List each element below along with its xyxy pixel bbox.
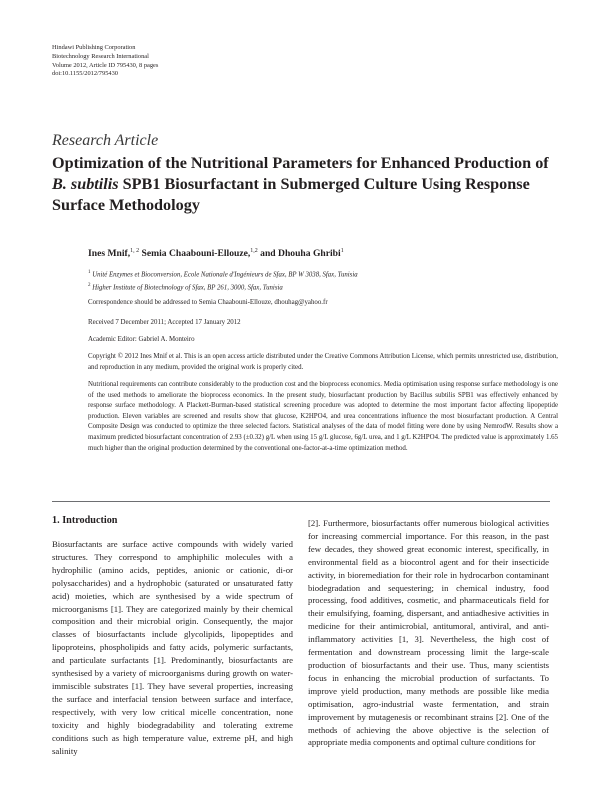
- volume-info: Volume 2012, Article ID 795430, 8 pages: [52, 61, 159, 69]
- author-2-affiliation: 1,2: [250, 248, 258, 254]
- received-accepted-dates: Received 7 December 2011; Accepted 17 January 2012: [88, 319, 241, 326]
- affiliation-2-number: 2: [88, 282, 91, 288]
- author-2: Semia Chaabouni-Ellouze,: [139, 248, 251, 260]
- abstract: Nutritional requirements can contribute considerably to the production cost and the bioprocess economics. Media optimisation using response surface methodology is one of the used methods to ameliorate the bioprocess economics. In the present study, biosurfactant production by Bacillus subtilis SPB1 was effectively enhanced by response surface methodology. A Plackett-Burman-based statistical screening procedure was adopted to determine the most important factor affecting lipopeptide production. Eleven variables are screened and results show that glucose, K2HPO4, and urea concentrations influence the most biosurfactant production. A Central Composite Design was conducted to optimize the three selected factors. Statistical analyses of the data of model fitting were done by using NemrodW. Results show a maximum predicted biosurfactant concentration of 2.93 (±0.32) g/L when using 15 g/L glucose, 6g/L urea, and 1 g/L K2HPO4. The predicted value is approximately 1.65 much higher than the original production determined by the conventional one-factor-at-a-time optimization method.: [88, 381, 558, 452]
- affiliation-2: [88, 281, 358, 294]
- author-1: Ines Mnif,: [88, 248, 131, 260]
- affiliation-1: [88, 268, 358, 281]
- section-divider: [52, 501, 550, 502]
- article-type: Research Article: [52, 132, 159, 149]
- publisher-name: Hindawi Publishing Corporation: [52, 44, 136, 51]
- article-title: [52, 153, 552, 216]
- left-column: [52, 538, 293, 757]
- title-part-2: SPB1 Biosurfactant in Submerged Culture Using Response Surface Methodology: [52, 175, 530, 214]
- author-list: [88, 248, 344, 259]
- affiliation-1-number: 1: [88, 270, 91, 275]
- academic-editor: Academic Editor: Gabriel A. Monteiro: [88, 336, 195, 343]
- affiliation-2-text: Higher Institute of Biotechnology of Sfax, BP 261, 3000, Sfax, Tunisia: [90, 284, 283, 292]
- journal-header: [52, 44, 158, 79]
- author-1-affiliation: 1, 2: [130, 248, 140, 254]
- affiliations: [88, 268, 358, 294]
- title-species: B. subtilis: [52, 175, 119, 193]
- intro-paragraph-right: [2]. Furthermore, biosurfactants offer numerous biological activities for increasing commercial importance. For this reason, in the past few decades, they showed great economic interest, specifically, in environmental field as a biocontrol agent and for their insecticide activity, in bioremediation for their role in hydrocarbon contaminant biodegradation and sequestering; in chemical industry, food processing, food additives, cosmetic, and pharmaceuticals field for their emulsifying, foaming, dispersant, and antiadhesive activities in medicine for their antimicrobial, antitumoral, antiviral, and anti-inflammatory activities [1, 3]. Nevertheless, the high cost of fermentation and downstream processing limit the large-scale production of biosurfactants and their use. Thus, many scientists focus in enhancing the microbial production of surfactants. To improve yield production, many methods are possible like media optimisation, agro-industrial waste fermentation, and strain improvement by mutagenesis or recombinant strains [2]. One of the methods of achieving the above objective is the selection of appropriate media components and optimal culture conditions for: [308, 518, 549, 748]
- doi: doi:10.1155/2012/795430: [52, 70, 118, 78]
- copyright-notice: Copyright © 2012 Ines Mnif et al. This is an open access article distributed under the Creative Commons Attribution License, which permits unrestricted use, distribution, and reproduction in any medium, provided the original work is properly cited.: [88, 353, 558, 371]
- right-column: [308, 517, 549, 749]
- affiliation-1-text: Unité Enzymes et Bioconversion, Ecole Nationale d'Ingénieurs de Sfax, BP W 3038, Sfax, Tunisia: [90, 271, 358, 279]
- intro-paragraph-left: Biosurfactants are surface active compounds with widely varied structures. They correspond to amphiphilic molecules with a hydrophilic (amino acids, peptides, anionic or cationic, di-or polysaccharides) and a hydrophobic (saturated or unsaturated fatty acid) moieties, which are synthesised by a wide spectrum of microorganisms [1]. They are categorized mainly by their chemical composition and their microbial origin. Consequently, the major classes of biosurfactants include glycolipids, lipopeptides and lipoproteins, phospholipids and fatty acids, polymeric surfactants, and particulate surfactants [1]. Predominantly, biosurfactants are synthesised by a variety of microorganisms during growth on water-immiscible substrates [1]. They have several properties, increasing the surface and interfacial tension between surface and interface, respectively, with very low critical micelle concentration, none toxicity and highly biodegradability and tolerating extreme conditions such as high temperature value, extreme pH, and high salinity: [52, 539, 293, 756]
- title-part-1: Optimization of the Nutritional Parameters for Enhanced Production of: [52, 154, 549, 172]
- journal-name: Biotechnology Research International: [52, 52, 149, 60]
- author-3: and Dhouha Ghribi: [257, 248, 341, 260]
- author-3-affiliation: 1: [340, 248, 344, 254]
- section-heading: 1. Introduction: [52, 515, 118, 526]
- correspondence: Correspondence should be addressed to Semia Chaabouni-Ellouze, dhouhag@yahoo.fr: [88, 299, 328, 306]
